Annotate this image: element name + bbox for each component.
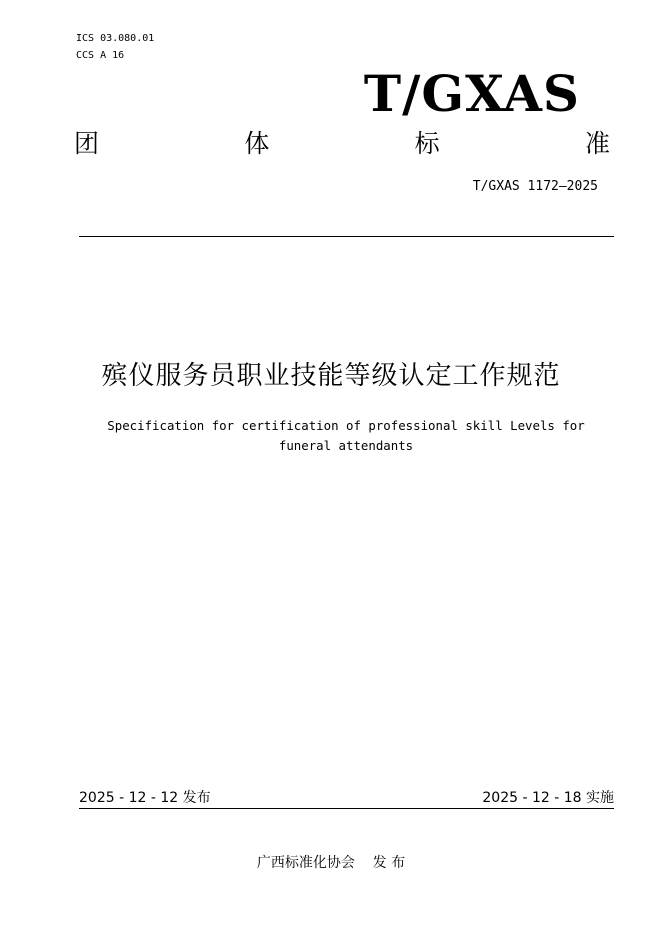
ccs-code: CCS A 16 [76,50,125,61]
document-title-english: Specification for certification of professional skill Levels for funeral attendants [107,418,585,453]
issue-date: 2025 - 12 - 12 发布 [79,790,211,806]
standard-type-char: 团 [74,129,100,158]
standard-org-mark: T/GXAS [363,64,580,123]
ics-code: ICS 03.080.01 [76,33,155,44]
standard-type-char: 准 [584,129,610,158]
standard-number: T/GXAS 1172—2025 [472,179,598,194]
standard-type-char: 体 [244,129,270,158]
standard-type-char: 标 [414,129,440,158]
implementation-date: 2025 - 12 - 18 实施 [482,790,614,806]
header-divider [79,236,614,237]
footer-divider [79,808,614,809]
standard-type-heading [74,128,610,160]
publisher-line: 广西标准化协会 发 布 [256,855,406,871]
document-title-chinese: 殡仪服务员职业技能等级认定工作规范 [101,361,561,391]
